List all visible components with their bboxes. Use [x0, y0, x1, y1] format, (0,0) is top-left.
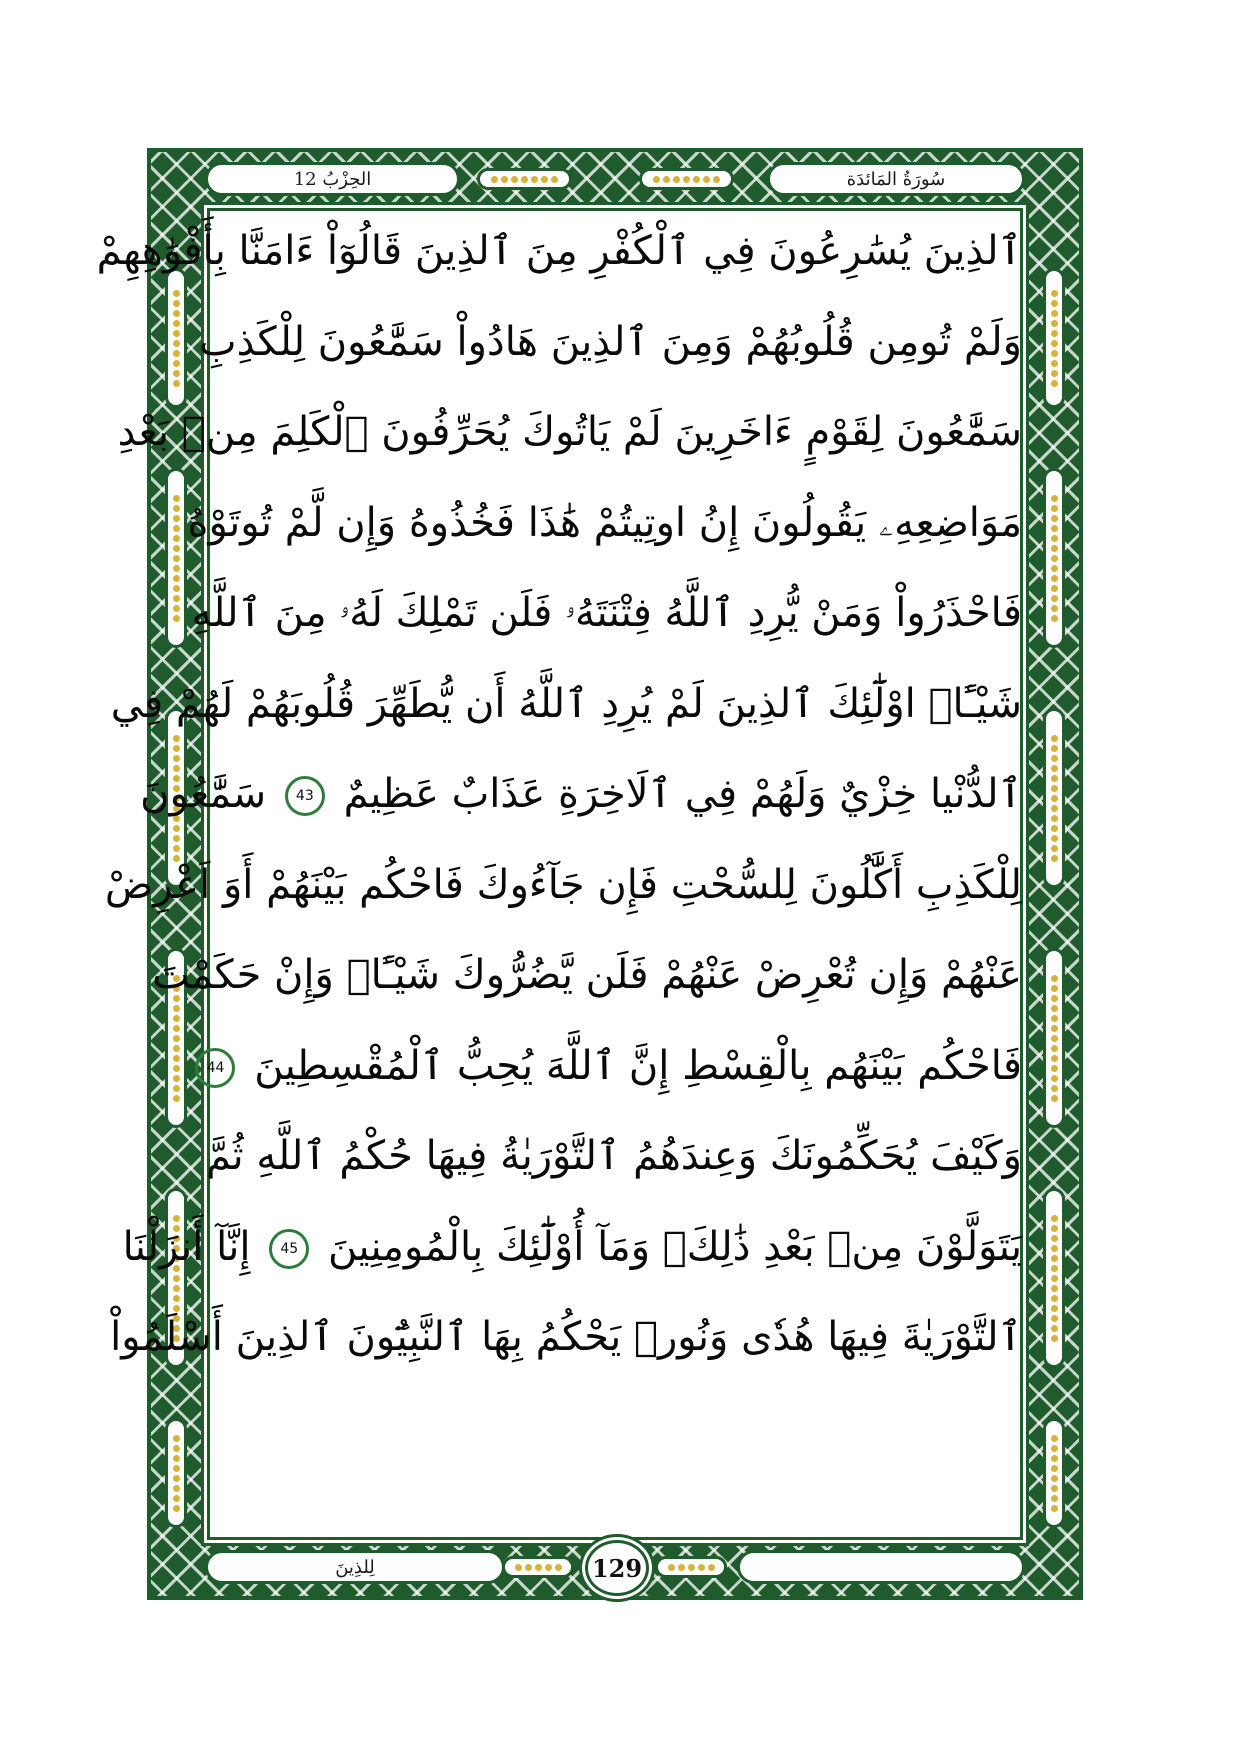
- ayah-number-marker: 45: [269, 1229, 309, 1269]
- verse-segment: وَلَمْ تُومِن قُلُوبُهُمْ وَمِنَ ٱلذِينَ هَادُواْ سَمَّٰعُونَ لِلْكَذِبِ: [198, 318, 1022, 365]
- verse-segment: عَنْهُمْ وَإِن تُعْرِضْ عَنْهُمْ فَلَن يَّضُرُّوكَ شَيْـًٔاۖ وَإِنْ حَكَمْتَ: [152, 952, 1022, 998]
- text-line: [122, 1206, 1022, 1288]
- surah-name-box: [767, 162, 1025, 196]
- hizb-label: الحِزْبُ 12: [293, 168, 372, 190]
- verse-segment: سَمَّٰعُونَ لِقَوْمٍ ءَاخَرِينَ لَمْ يَاتُوكَ يُحَرِّفُونَ ٱلْكَلِمَ مِنۢ بَعْدِ: [117, 409, 1022, 455]
- ornament-chain-right-4: [1043, 948, 1065, 1128]
- verse-text: [96, 228, 1022, 274]
- verse-text: [117, 409, 1022, 455]
- surah-name: سُورَةُ المَائدَة: [846, 168, 946, 190]
- verse-text: [187, 499, 1022, 546]
- verse-text: [140, 771, 1022, 817]
- text-line: [96, 210, 1022, 292]
- page-number: 129: [585, 1540, 649, 1596]
- verse-segment: مَوَاضِعِهِۦ يَقُولُونَ إِنُ اوتِيتُمْ هَٰذَا فَخُذُوهُ وَإِن لَّمْ تُوتَوْهُ: [187, 499, 1022, 546]
- verse-segment: يَتَوَلَّوْنَ مِنۢ بَعْدِ ذَٰلِكَۖ وَمَآ أُوْلَٰٓئِكَ بِالْمُومِنِينَ: [327, 1223, 1022, 1270]
- text-line: [152, 934, 1022, 1016]
- verse-text: [152, 952, 1022, 998]
- verse-text: [206, 1042, 1022, 1089]
- verse-segment: وَكَيْفَ يُحَكِّمُونَكَ وَعِندَهُمُ ٱلتَّوْرَيٰةُ فِيهَا حُكْمُ ٱللَّهِ ثُمَّ: [205, 1133, 1022, 1179]
- text-line: [206, 1025, 1022, 1107]
- ornament-chain-right-3: [1043, 708, 1065, 888]
- verse-text: [198, 318, 1022, 365]
- ornament-chain-left-6: [165, 1418, 187, 1528]
- verse-text: [205, 1133, 1022, 1179]
- verse-segment: شَيْـًٔاۖ اوْلَٰٓئِكَ ٱلذِينَ لَمْ يُرِدِ ٱللَّهُ أَن يُّطَهِّرَ قُلُوبَهُمْ لَهُمْ فِي: [110, 680, 1022, 727]
- text-line: [205, 1115, 1022, 1197]
- footer-blank-box: [737, 1550, 1025, 1584]
- text-line: [187, 482, 1022, 564]
- text-line: [117, 391, 1022, 473]
- verse-text: [104, 861, 1022, 908]
- verse-segment: ٱلتَّوْرَيٰةَ فِيهَا هُدٗى وَنُورٞ يَحْكُمُ بِهَا ٱلنَّبِيُٓونَ ٱلذِينَ أَسْلَمُواْ: [110, 1314, 1022, 1360]
- verse-text: [191, 590, 1022, 636]
- ayah-number-marker: 43: [285, 776, 325, 816]
- verse-segment: ٱلذِينَ يُسَٰرِعُونَ فِي ٱلْكُفْرِ مِنَ ٱلذِينَ قَالُوٓاْ ءَامَنَّا بِأَفْوَٰهِهِمْ: [96, 228, 1022, 274]
- hizb-label-box: [205, 162, 460, 196]
- catchword: لِلذِينَ: [335, 1556, 375, 1578]
- verse-segment: لِلْكَذِبِ أَكَّٰلُونَ لِلسُّحْتِ فَإِن جَآءُوكَ فَاحْكُم بَيْنَهُمْ أَوَ اَعْرِضْ: [104, 861, 1022, 908]
- ayah-number-marker: 44: [195, 1048, 235, 1088]
- ornament-chain-left-1: [165, 268, 187, 408]
- catchword-box: [205, 1550, 505, 1584]
- ornament-chain-left-2: [165, 468, 187, 648]
- ornament-chain-right-5: [1043, 1188, 1065, 1368]
- verse-text: [110, 1314, 1022, 1360]
- text-line: [191, 572, 1022, 654]
- ornament-chain-top-right: [639, 168, 734, 190]
- verse-segment: فَاحْكُم بَيْنَهُم بِالْقِسْطِ إِنَّ ٱللَّهَ يُحِبُّ ٱلْمُقْسِطِينَ: [254, 1042, 1022, 1089]
- verse-segment: ٱلدُّنْيا خِزْيٌ وَلَهُمْ فِي ٱلَاخِرَةِ عَذَابٌ عَظِيمٌ: [343, 771, 1022, 817]
- text-line: [110, 1296, 1022, 1378]
- verse-segment: إِنَّآ أَنزَلْنَا: [122, 1223, 264, 1270]
- ornament-chain-right-1: [1043, 268, 1065, 408]
- verse-text: [110, 680, 1022, 727]
- ornament-chain-bottom-mid: [655, 1556, 727, 1578]
- quran-text-block: [96, 210, 1022, 1378]
- ornament-chain-right-6: [1043, 1418, 1065, 1528]
- verse-text: [122, 1223, 1022, 1270]
- ornament-chain-top-left: [477, 168, 572, 190]
- text-line: [104, 844, 1022, 926]
- text-line: [140, 753, 1022, 835]
- verse-segment: فَاحْذَرُواْ وَمَنْ يُّرِدِ ٱللَّهُ فِتْنَتَهُۥ فَلَن تَمْلِكَ لَهُۥ مِنَ ٱللَّهِ: [191, 590, 1022, 636]
- verse-segment: سَمَّٰعُونَ: [140, 771, 279, 817]
- ornament-chain-right-2: [1043, 468, 1065, 648]
- ornament-chain-bottom-left: [502, 1556, 574, 1578]
- text-line: [110, 663, 1022, 745]
- text-line: [198, 301, 1022, 383]
